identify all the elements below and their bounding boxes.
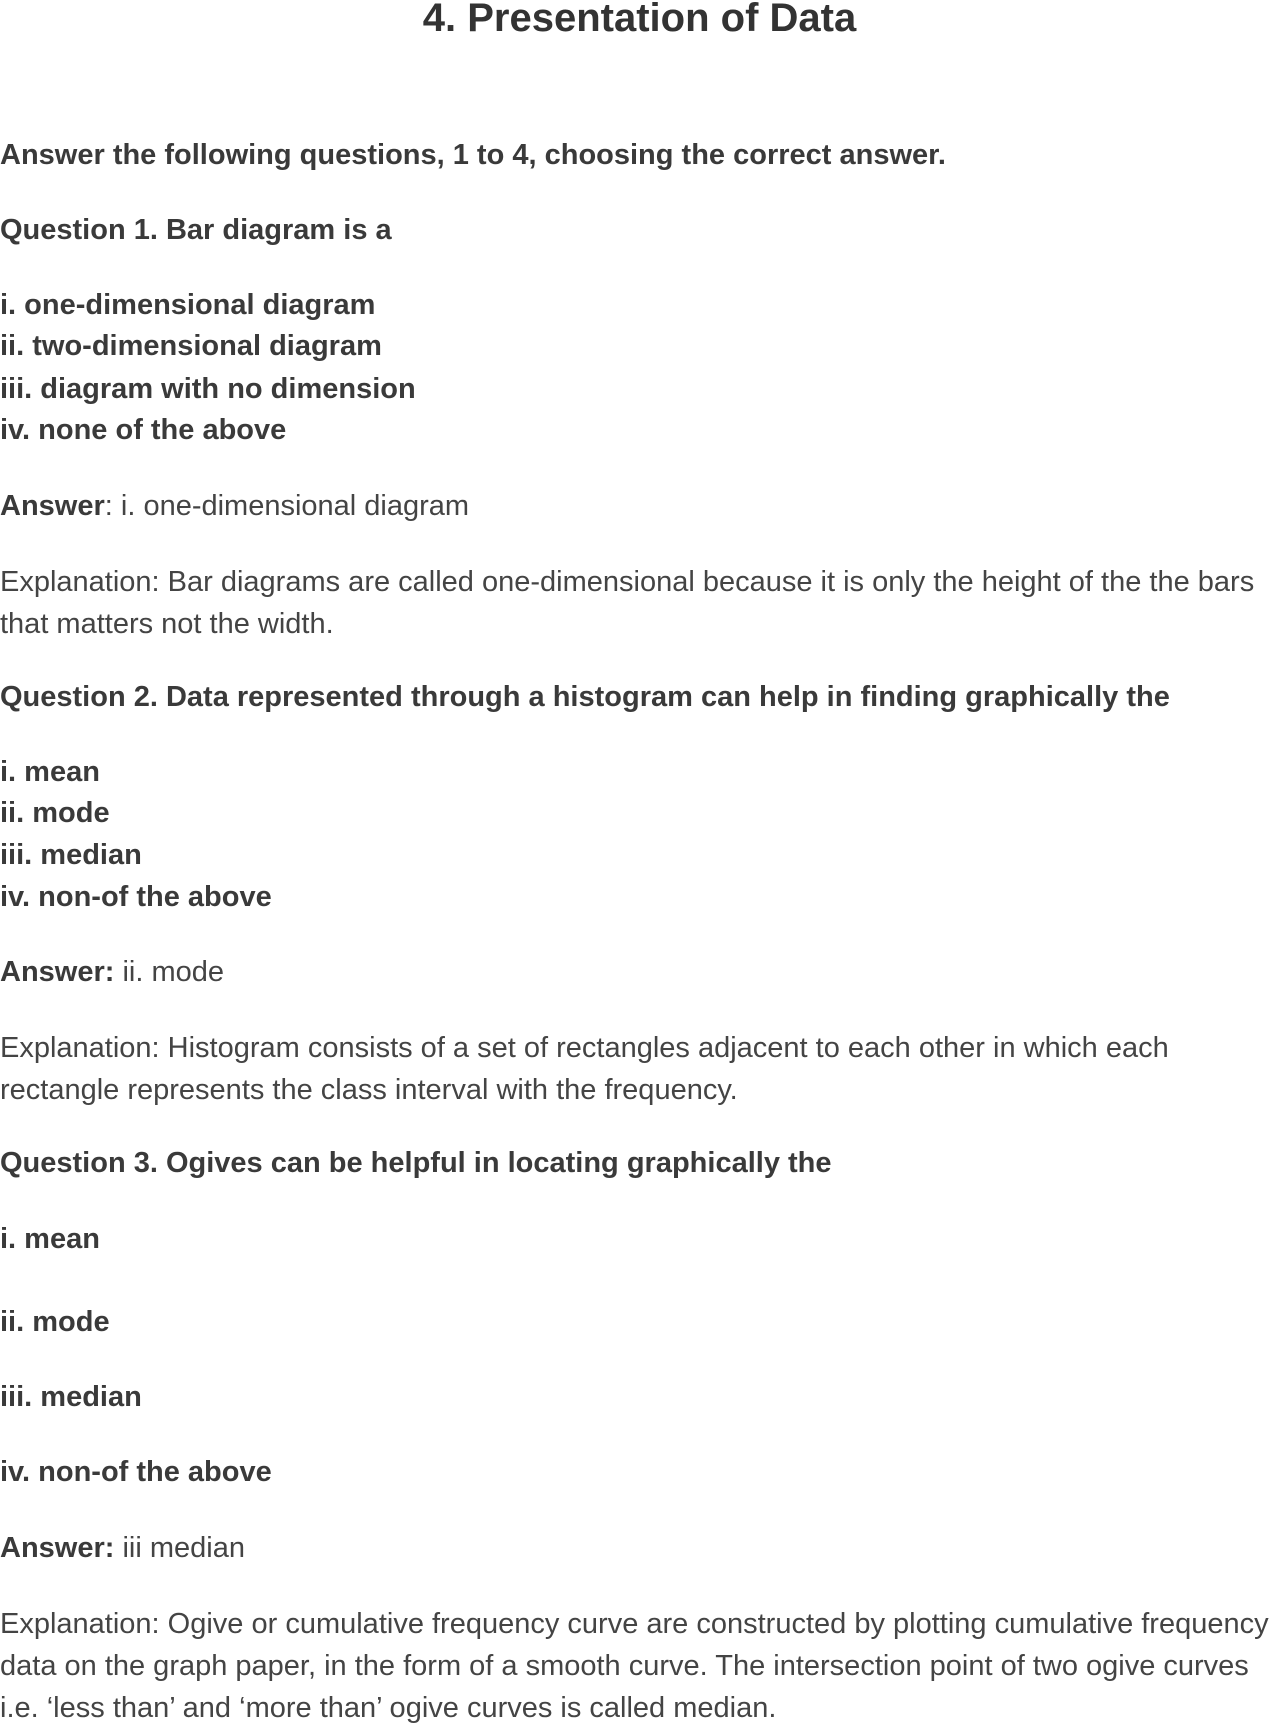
question-2-option-2: ii. mode [0,797,110,829]
question-2-option-4: iv. non-of the above [0,881,272,913]
page-title: 4. Presentation of Data [422,0,857,40]
instructions: Answer the following questions, 1 to 4, choosing the correct answer. [0,139,946,171]
question-3-option-3: iii. median [0,1381,142,1413]
question-2-text: Question 2. Data represented through a histogram can help in finding graphically the [0,681,1170,713]
question-1-option-1: i. one-dimensional diagram [0,289,376,321]
question-2-explanation: Explanation: Histogram consists of a set of rectangles adjacent to each other in which each rectangle represents the class interval with the frequency. [0,1032,1169,1106]
question-3-explanation: Explanation: Ogive or cumulative frequency curve are constructed by plotting cumulative frequency data on the graph paper, in the form of a smooth curve. The intersection point of two ogive curves i.e. ‘less than’ and ‘more than’ ogive curves is called median. [0,1608,1269,1724]
question-1-answer [0,489,469,523]
answer-value: ii. mode [122,956,225,988]
question-3-option-1: i. mean [0,1223,100,1255]
answer-label: Answer: [0,956,115,988]
question-1-explanation: Explanation: Bar diagrams are called one-dimensional because it is only the height of the the bars that matters not the width. [0,566,1255,640]
question-1-option-2: ii. two-dimensional diagram [0,330,382,362]
answer-label: Answer [0,490,105,522]
question-2-option-3: iii. median [0,839,142,871]
question-3-option-2: ii. mode [0,1306,110,1338]
question-1-option-4: iv. none of the above [0,414,287,446]
question-3-option-4: iv. non-of the above [0,1456,272,1488]
question-2-answer [0,955,224,989]
answer-value: iii median [122,1532,245,1564]
answer-separator: : [104,490,121,522]
answer-value: i. one-dimensional diagram [120,490,470,522]
question-2-option-1: i. mean [0,756,100,788]
answer-label: Answer: [0,1532,115,1564]
question-3-text: Question 3. Ogives can be helpful in locating graphically the [0,1147,832,1179]
question-1-text: Question 1. Bar diagram is a [0,214,392,246]
question-1-option-3: iii. diagram with no dimension [0,373,416,405]
question-3-answer [0,1531,245,1565]
